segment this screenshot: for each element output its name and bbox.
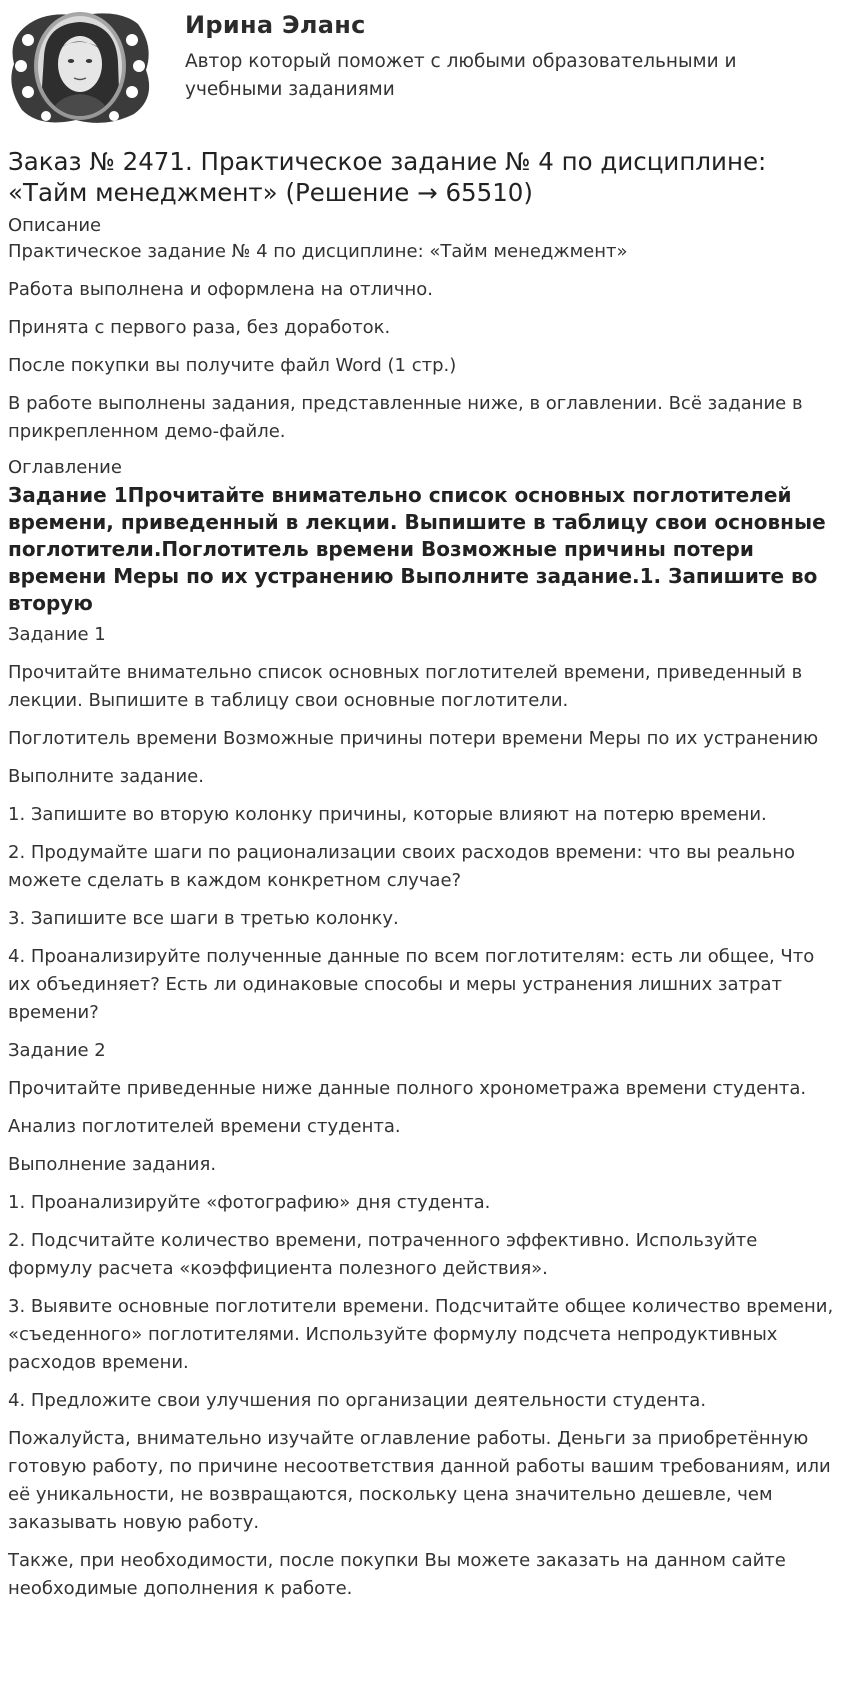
toc-label: Оглавление [8,457,122,478]
toc-paragraph: Прочитайте внимательно список основных поглотителей времени, приведенный в лекции. Выпишите в таблицу свои основные поглотители. [8,662,803,711]
toc-paragraph: 2. Продумайте шаги по рационализации своих расходов времени: что вы реально можете сделать в каждом конкретном случае? [8,842,796,891]
toc-paragraph: Задание 2 [8,1040,106,1061]
author-name[interactable]: Ирина Эланс [185,11,366,39]
order-content [8,146,840,1603]
author-avatar[interactable] [6,6,154,126]
toc-paragraph: Выполните задание. [8,766,204,787]
toc-paragraph: 4. Проанализируйте полученные данные по всем поглотителям: есть ли общее, Что их объединяет? Есть ли одинаковые способы и меры устранения лишних затрат времени? [8,946,815,1023]
description-paragraph: Принята с первого раза, без доработок. [8,317,391,338]
toc-paragraph: Выполнение задания. [8,1154,217,1175]
toc-paragraph: 1. Запишите во вторую колонку причины, которые влияют на потерю времени. [8,804,767,825]
description-paragraph: В работе выполнены задания, представленные ниже, в оглавлении. Всё задание в прикрепленном демо-файле. [8,393,803,442]
toc-heading: Задание 1Прочитайте внимательно список основных поглотителей времени, приведенный в лекции. Выпишите в таблицу свои основные поглотители.Поглотитель времени Возможные причины потери времени Меры по их устранению Выполните задание.1. Запишите во вторую [8,483,826,615]
description-paragraph: Работа выполнена и оформлена на отлично. [8,279,434,300]
author-header [0,0,847,130]
toc-paragraph: 1. Проанализируйте «фотографию» дня студента. [8,1192,491,1213]
toc-paragraph: 4. Предложите свои улучшения по организации деятельности студента. [8,1390,707,1411]
order-title: Заказ № 2471. Практическое задание № 4 по дисциплине: «Тайм менеджмент» (Решение → 65510) [8,147,767,207]
description-paragraph: Практическое задание № 4 по дисциплине: «Тайм менеджмент» [8,241,628,262]
description-paragraph: После покупки вы получите файл Word (1 стр.) [8,355,457,376]
toc-paragraph: Также, при необходимости, после покупки Вы можете заказать на данном сайте необходимые дополнения к работе. [8,1550,786,1599]
toc-paragraph: 3. Выявите основные поглотители времени. Подсчитайте общее количество времени, «съеденного» поглотителями. Используйте формулу подсчета непродуктивных расходов времени. [8,1296,834,1373]
description-label: Описание [8,215,102,236]
toc-paragraph: Прочитайте приведенные ниже данные полного хронометража времени студента. [8,1078,807,1099]
toc-paragraph: Пожалуйста, внимательно изучайте оглавление работы. Деньги за приобретённую готовую работу, по причине несоответствия данной работы вашим требованиям, или её уникальности, не возвращаются, поскольку цена значительно дешевле, чем заказывать новую работу. [8,1428,831,1533]
toc-paragraph: Задание 1 [8,624,106,645]
toc-paragraph: 2. Подсчитайте количество времени, потраченного эффективно. Используйте формулу расчета «коэффициента полезного действия». [8,1230,758,1279]
author-description: Автор который поможет с любыми образовательными и учебными заданиями [185,51,737,100]
toc-paragraph: 3. Запишите все шаги в третью колонку. [8,908,399,929]
toc-paragraph: Анализ поглотителей времени студента. [8,1116,401,1137]
toc-paragraph: Поглотитель времени Возможные причины потери времени Меры по их устранению [8,728,819,749]
